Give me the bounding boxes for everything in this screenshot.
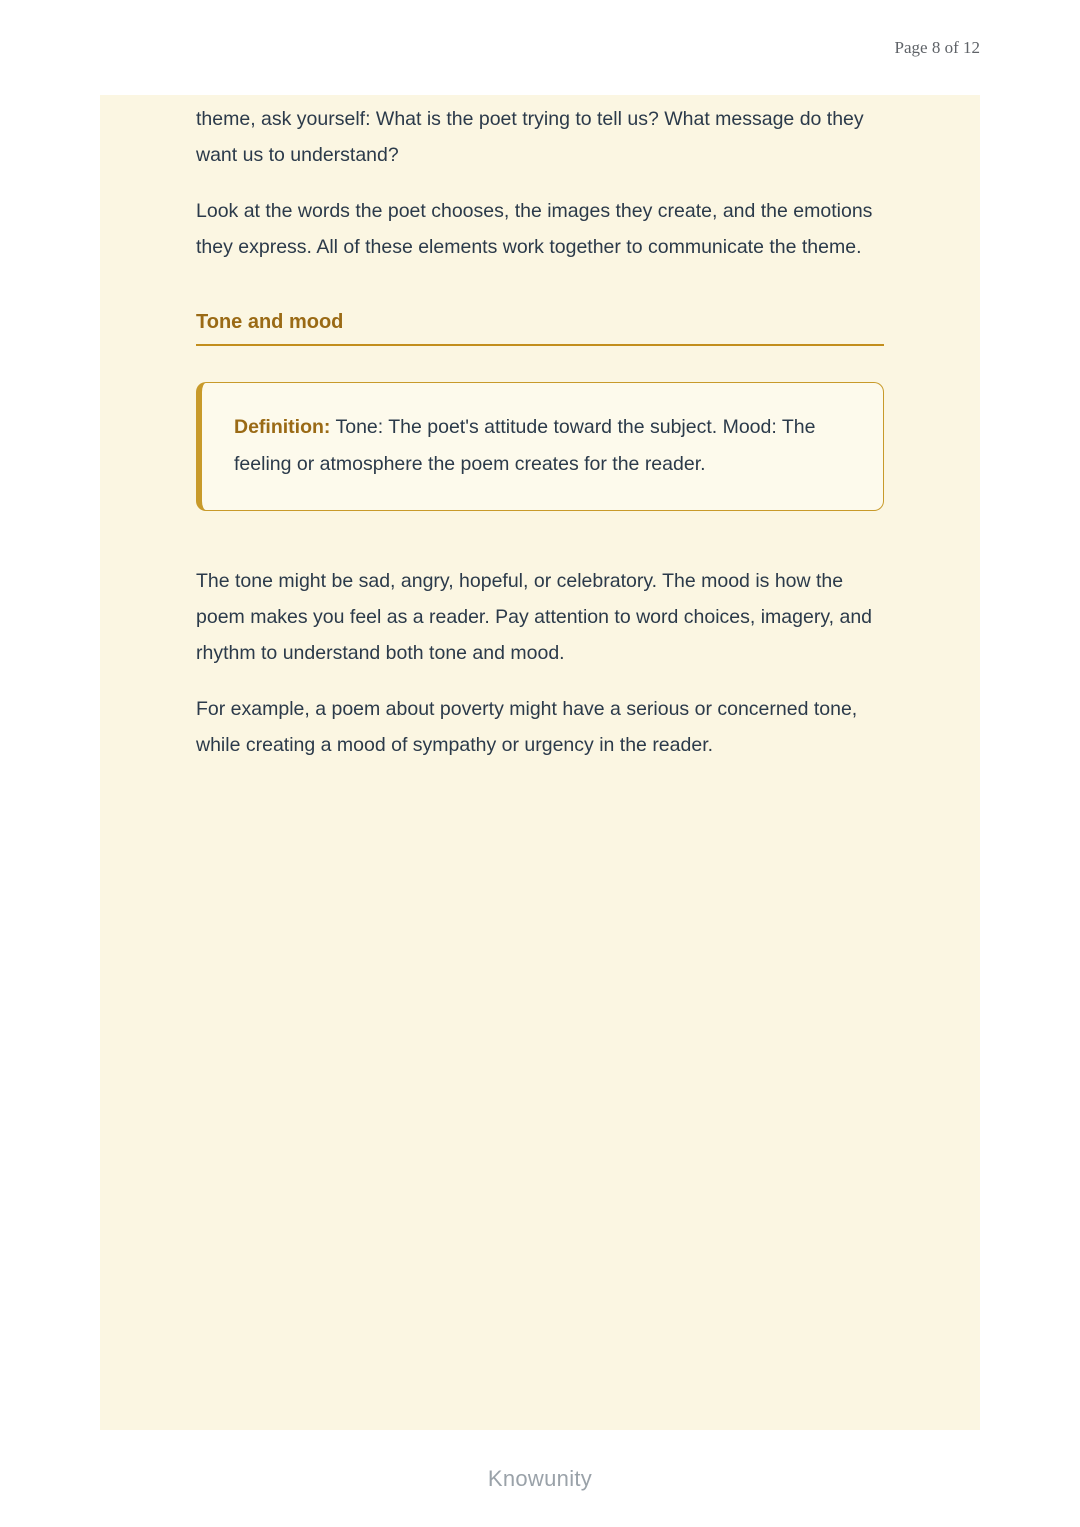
paragraph-for-example: For example, a poem about poverty might have a serious or concerned tone, while creating a mood of sympathy or urgency in the reader. xyxy=(196,698,858,756)
section-divider xyxy=(196,344,884,346)
definition-text xyxy=(234,409,851,483)
paragraph-tone-might-be: The tone might be sad, angry, hopeful, or celebratory. The mood is how the poem makes you feel as a reader. Pay attention to word choices, imagery, and rhythm to understand both tone and mood. xyxy=(196,570,873,664)
page-number-indicator: Page 8 of 12 xyxy=(894,38,980,57)
footer-brand: Knowunity xyxy=(487,1466,593,1491)
definition-label: Definition: xyxy=(234,416,331,438)
content-card xyxy=(100,95,980,1430)
section-heading-tone-and-mood: Tone and mood xyxy=(196,311,344,333)
definition-box xyxy=(196,382,884,511)
definition-body: Tone: The poet's attitude toward the subject. Mood: The feeling or atmosphere the poem creates for the reader. xyxy=(234,416,816,475)
paragraph-look-at-words: Look at the words the poet chooses, the images they create, and the emotions they express. All of these elements work together to communicate the theme. xyxy=(196,200,873,258)
paragraph-theme-continuation: theme, ask yourself: What is the poet trying to tell us? What message do they want us to understand? xyxy=(196,108,864,166)
